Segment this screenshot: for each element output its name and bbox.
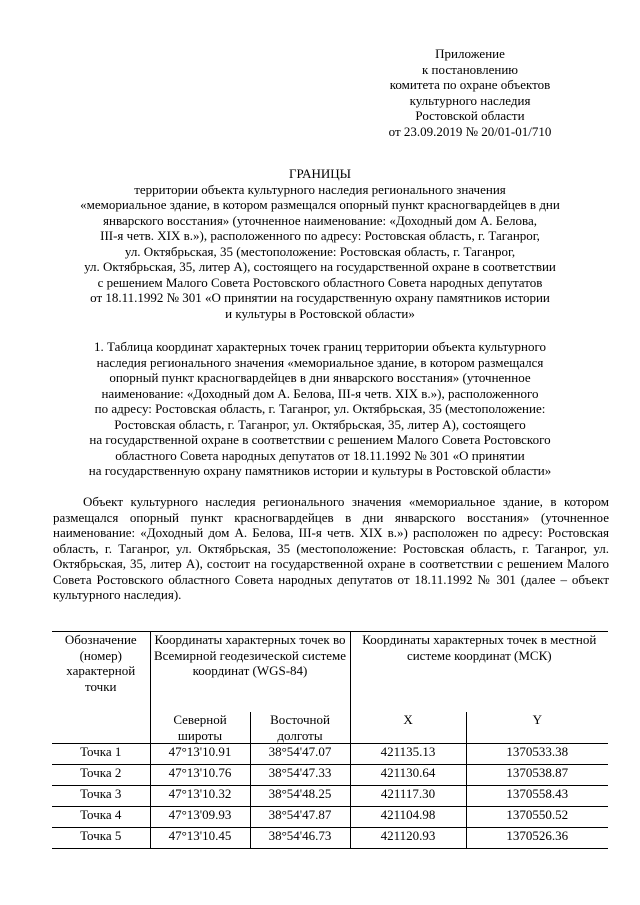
table-row: [52, 786, 608, 807]
cell-point: Точка 5: [52, 828, 150, 849]
section-heading: [30, 339, 610, 479]
cell-y: 1370550.52: [466, 807, 608, 828]
section-line: на государственную охрану памятников истории и культуры в Ростовской области»: [88, 463, 552, 478]
section-line: наследия регионального значения «мемориальное здание, в котором размещался: [96, 354, 544, 370]
annex-line: культурного наследия: [409, 92, 531, 108]
coordinates-table: [52, 631, 608, 849]
annex-block: [380, 46, 560, 139]
section-line: областного Совета народных депутатов от 18.11.1992 № 301 «О принятии: [115, 447, 525, 463]
cell-east: 38°54'47.07: [250, 744, 350, 765]
cell-y: 1370533.38: [466, 744, 608, 765]
cell-x: 421135.13: [350, 744, 466, 765]
title-line: январского восстания» (уточненное наименование: «Доходный дом А. Белова,: [103, 212, 537, 228]
section-line: Ростовская область, г. Таганрог, ул. Октябрьская, 35, литер А), состоящего: [114, 416, 526, 432]
table-subheader-row: [52, 712, 608, 744]
paragraph-text: Объект культурного наследия регионального значения «мемориальное здание, в котором размещался опорный пункт красногвардейцев в дни январского восстания» (уточненное наименование: «Доходный дом А. Белова, III-я четв. XIX в.») расположен по адресу: Ростовская область, г. Таганрог, ул. Октябрьская, 35 (местоположение: Ростовская область, г. Таганрог, ул. Октябрьская, 35, литер А), состоит на государственной охране в соответствии с решением Малого Совета Ростовского областного Совета народных депутатов от 18.11.1992 № 301 (далее – объект культурного наследия).: [53, 494, 609, 602]
cell-east: 38°54'47.87: [250, 807, 350, 828]
table-row: [52, 828, 608, 849]
table-header-row: [52, 632, 608, 713]
annex-line: Приложение: [435, 46, 505, 61]
title-line: ул. Октябрьская, 35 (местоположение: Ростовская область, г. Таганрог,: [124, 243, 516, 259]
subheader-north: Северной широты: [150, 712, 250, 744]
header-wgs: Координаты характерных точек во Всемирной геодезической системе координат (WGS-84): [150, 632, 350, 713]
subheader-empty: [52, 712, 150, 744]
cell-x: 421117.30: [350, 786, 466, 807]
cell-point: Точка 1: [52, 744, 150, 765]
cell-north: 47°13'10.91: [150, 744, 250, 765]
section-line: 1. Таблица координат характерных точек границ территории объекта культурного: [94, 339, 546, 354]
annex-line: Ростовской области: [415, 108, 525, 123]
annex-line: к постановлению: [421, 61, 519, 77]
section-line: наименование: «Доходный дом А. Белова, III-я четв. XIX в.»), расположенного: [101, 385, 539, 401]
header-msk: Координаты характерных точек в местной системе координат (МСК): [350, 632, 608, 713]
cell-x: 421130.64: [350, 765, 466, 786]
title-line: ул. Октябрьская, 35, литер А), состоящего на государственной охране в соответствии: [84, 259, 556, 274]
cell-y: 1370538.87: [466, 765, 608, 786]
subheader-east: Восточной долготы: [250, 712, 350, 744]
description-paragraph: [53, 494, 609, 603]
annex-line: комитета по охране объектов: [389, 77, 551, 92]
table-row: [52, 807, 608, 828]
cell-east: 38°54'46.73: [250, 828, 350, 849]
section-line: на государственной охране в соответствии с решением Малого Совета Ростовского: [89, 432, 551, 447]
cell-east: 38°54'47.33: [250, 765, 350, 786]
section-line: опорный пункт красногвардейцев в дни январского восстания» (уточненное: [109, 370, 531, 385]
cell-north: 47°13'09.93: [150, 807, 250, 828]
title-line: с решением Малого Совета Ростовского областного Совета народных депутатов: [97, 274, 543, 290]
section-line: по адресу: Ростовская область, г. Таганрог, ул. Октябрьская, 35 (местоположение:: [94, 401, 546, 416]
title-line: от 18.11.1992 № 301 «О принятии на государственную охрану памятников истории: [90, 290, 550, 305]
cell-point: Точка 4: [52, 807, 150, 828]
cell-y: 1370526.36: [466, 828, 608, 849]
title-line: «мемориальное здание, в котором размещался опорный пункт красногвардейцев в дни: [80, 197, 560, 212]
subheader-x: X: [350, 712, 466, 744]
title-line: территории объекта культурного наследия регионального значения: [134, 181, 506, 197]
cell-x: 421120.93: [350, 828, 466, 849]
subheader-y: Y: [466, 712, 608, 744]
cell-y: 1370558.43: [466, 786, 608, 807]
cell-point: Точка 3: [52, 786, 150, 807]
header-point: Обозначение (номер) характерной точки: [52, 632, 150, 713]
table-row: [52, 765, 608, 786]
cell-point: Точка 2: [52, 765, 150, 786]
title-heading: ГРАНИЦЫ: [289, 166, 351, 181]
annex-line: от 23.09.2019 № 20/01-01/710: [388, 123, 552, 139]
cell-north: 47°13'10.32: [150, 786, 250, 807]
title-line: III-я четв. XIX в.»), расположенного по адресу: Ростовская область, г. Таганрог,: [100, 228, 540, 243]
title-line: и культуры в Ростовской области»: [225, 305, 415, 321]
cell-east: 38°54'48.25: [250, 786, 350, 807]
document-title: [30, 166, 610, 321]
cell-north: 47°13'10.45: [150, 828, 250, 849]
cell-x: 421104.98: [350, 807, 466, 828]
cell-north: 47°13'10.76: [150, 765, 250, 786]
table-row: [52, 744, 608, 765]
